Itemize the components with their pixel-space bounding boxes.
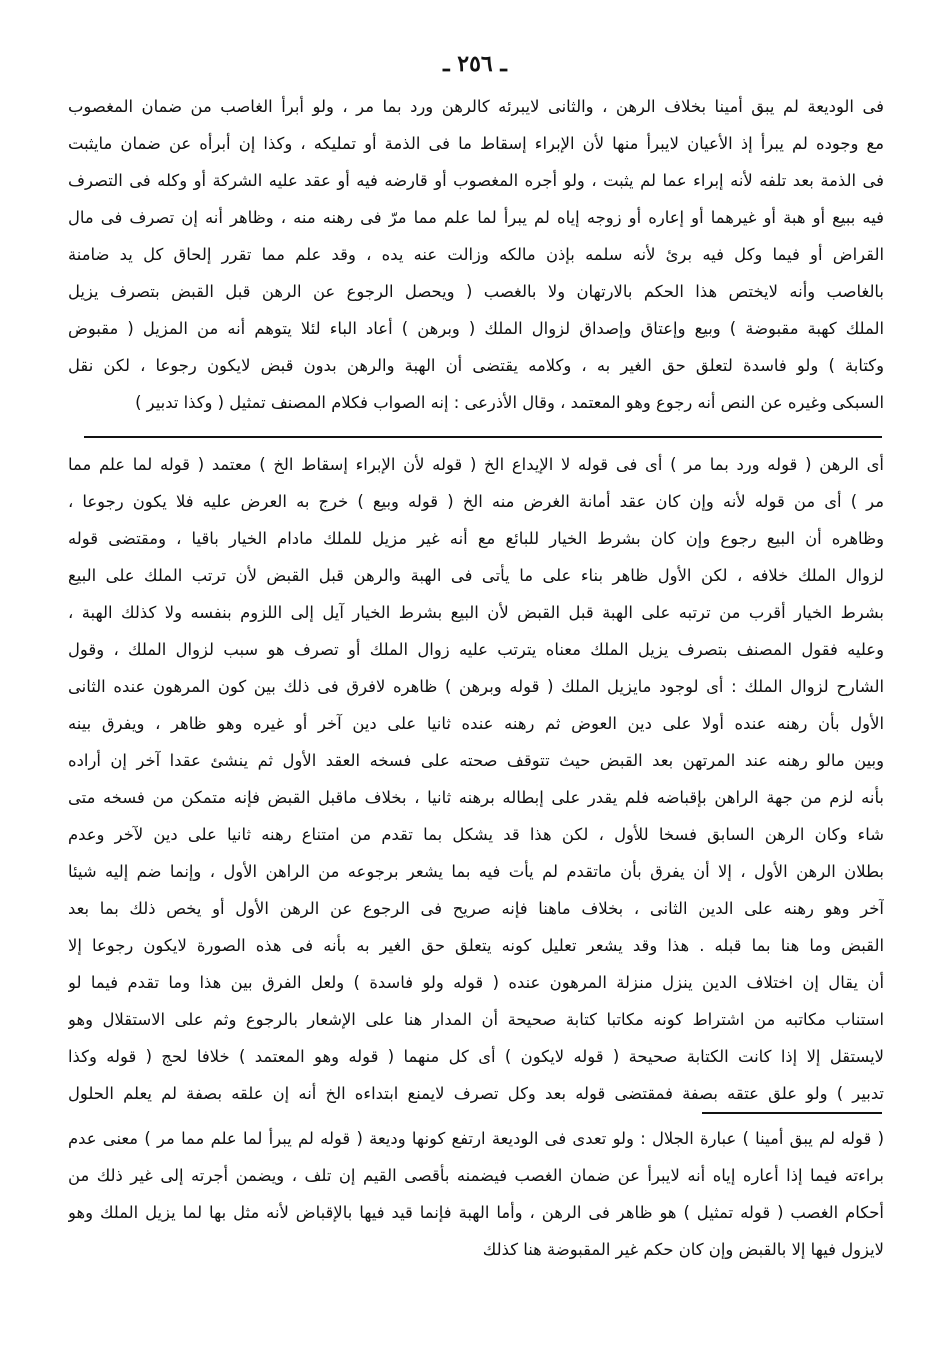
commentary-line: أى الرهن ( قوله ورد بما مر ) أى فى قوله لا الإيداع الخ ( قوله لأن الإبراء إسقاط الخ ) معتمد ( قوله لما علم مما bbox=[68, 455, 884, 474]
commentary-line: لايزول فيها إلا بالقبض وإن كان حكم غير المقبوضة هنا كذلك bbox=[482, 1240, 884, 1259]
text-line: فى الذمة بعد تلفه لأنه إبراء عما لم يثبت ، ولو أجره المغصوب أو قارضه فيه أو عقد عليه الشركة أو وكله فى التصرف bbox=[68, 171, 884, 190]
text-line: السبكى وغيره عن النص أنه رجوع وهو المعتمد ، وقال الأذرعى : إنه الصواب فكلام المصنف تمثيل ( وكذا تدبير ) bbox=[135, 393, 884, 412]
commentary-line: براءته فيما إذا أعاره إياه أنه لايبرأ عن ضمان الغصب فيضمنه بأقصى القيم إن تلف ، ويضمن أجرته إلى غير ذلك من bbox=[68, 1166, 884, 1185]
section-divider bbox=[702, 1112, 882, 1114]
commentary-line: بشرط الخيار أقرب من ترتبه على الهبة قبل القبض لأن البيع بشرط الخيار آيل إلى اللزوم بنفسه ولا كذلك الهبة ، bbox=[68, 603, 884, 622]
commentary-line: آخر وهو رهنه على الدين الثانى ، بخلاف ماهنا فإنه صريح فى الرجوع عن الرهن الأول أو يخص ذلك بما بعد bbox=[68, 899, 884, 918]
commentary-first bbox=[68, 446, 884, 1112]
commentary-line: القبض وما هنا بما قبله . هذا وقد يشعر تعليل كونه يتعلق حق الغير به بأنه فى هذه الصورة لايكون رجوعا إلا bbox=[68, 936, 884, 955]
commentary-second bbox=[68, 1120, 884, 1268]
page-number: ـ ٢٥٦ ـ bbox=[443, 51, 507, 77]
text-line: بالغاصب وأنه لايختص هذا الحكم بالارتهان ولا بالغصب ( ويحصل الرجوع عن الرهن قبل القبض بتصرف يزيل bbox=[68, 282, 884, 301]
text-line: مع وجوده لم يبرأ إذ الأعيان لايبرأ منها لأن الإبراء إسقاط ما فى الذمة أو تمليكه ، وكذا إن أبرأه عن ضمان مايثبت bbox=[68, 134, 884, 153]
commentary-line: لزوال الملك خلافه ، لكن الأول ظاهر بناء على ما يأتى فى الهبة والرهن قبل القبض لأن ترتب الملك على البيع bbox=[68, 566, 884, 585]
commentary-line: بأنه لزم من جهة الراهن بإقباضه فلم يقدر على إبطاله برهنه ثانيا ، بخلاف ماقبل القبض فإنه متمكن من فسخه متى bbox=[68, 788, 884, 807]
commentary-line: الشارح لزوال الملك : أى لوجود مايزيل الملك ( قوله وبرهن ) ظاهره لافرق فى ذلك بين كون المرهون عنده الثانى bbox=[68, 677, 884, 696]
main-text bbox=[68, 88, 884, 421]
commentary-line: ( قوله لم يبق أمينا ) عبارة الجلال : ولو تعدى فى الوديعة ارتفع كونها وديعة ( قوله لم يبرأ لما علم مما مر ) معنى عدم bbox=[68, 1129, 884, 1148]
commentary-line: لايستقل إلا إذا كانت الكتابة صحيحة ( قوله لايكون ) أى كل منهما ( قوله وهو المعتمد ) خلافا لحج ( قوله وكذا bbox=[68, 1047, 884, 1066]
commentary-line: وعليه فقول المصنف بتصرف يزيل الملك معناه يترتب عليه زوال الملك أو تصرف هو سبب لزوال الملك ، وقول bbox=[68, 640, 884, 659]
commentary-line: مر ) أى من قوله لأنه وإن كان عقد أمانة الغرض منه الخ ( قوله وبيع ) خرج به العرض عليه فلا يكون رجوعا ، bbox=[68, 492, 884, 511]
text-line: فى الوديعة لم يبق أمينا بخلاف الرهن ، والثانى لايبرئه كالرهن ورد بما مر ، ولو أبرأ الغاصب من ضمان المغصوب bbox=[68, 97, 884, 116]
text-line: الملك كهبة مقبوضة ) وبيع وإعتاق وإصداق لزوال الملك ( وبرهن ) أعاد الباء لئلا يتوهم أنه من المزيل ( مقبوض bbox=[68, 319, 884, 338]
section-divider bbox=[84, 436, 882, 438]
commentary-line: تدبير ) ولو علق عتقه بصفة فمقتضى قوله بعد وكل تصرف لايمنع ابتداءه الخ أنه إن علقه بصفة لم يعلم الحلول bbox=[68, 1084, 884, 1103]
commentary-line: شاء وكان الرهن السابق فسخا للأول ، لكن هذا قد يشكل بما تقدم من امتناع رهنه ثانيا على دين لآخر وعدم bbox=[68, 825, 884, 844]
commentary-line: بطلان الرهن الأول ، إلا أن يفرق بأن ماتقدم لم يأت فيه بما يشعر برجوعه من الراهن الأول ، وإنما ضم إليه شيئا bbox=[68, 862, 884, 881]
commentary-line: أن يقال إن اختلاف الدين ينزل منزلة المرهون عنده ( قوله ولو فاسدة ) ولعل الفرق بين هذا وما تقدم فيما لو bbox=[68, 973, 884, 992]
text-line: وكتابة ) ولو فاسدة لتعلق حق الغير به ، وكلامه يقتضى أن الهبة والرهن بدون قبض لايكون رجوعا ، لكن نقل bbox=[68, 356, 884, 375]
commentary-line: الأول بأن رهنه عنده أولا على دين العوض ثم رهنه عنده ثانيا على دين آخر أو غيره وهو ظاهر ، ويفرق بينه bbox=[68, 714, 884, 733]
commentary-line: أحكام الغصب ( قوله تمثيل ) هو ظاهر فى الرهن ، وأما الهبة فإنما قيد فيها بالإقباض لأنه مثل بها لما يزيل الملك وهو bbox=[68, 1203, 884, 1222]
commentary-line: وظاهره أن البيع رجوع وإن كان بشرط الخيار للبائع مع أنه غير مزيل للملك مادام الخيار باقيا ، ومقتضى قوله bbox=[68, 529, 884, 548]
text-line: فيه ببيع أو هبة أو غيرهما أو إعاره أو زوجه إياه لم يبرأ لما علم مما مرّ فى رهنه منه ، وظاهر أنه إن تصرف فى مال bbox=[68, 208, 884, 227]
commentary-line: استناب مكاتبه من اشتراط كونه مكاتبا كتابة صحيحة أن المدار هنا على الإشعار بالرجوع وثم على الاستقلال وهو bbox=[68, 1010, 884, 1029]
commentary-line: وبين مالو رهنه عند المرتهن بعد القبض حيث تتوقف صحته على فسخه العقد الأول ثم ينشئ عقدا آخر إن أراده bbox=[68, 751, 884, 770]
text-line: القراض أو فيما وكل فيه برئ لأنه سلمه بإذن مالكه وزالت عنه يده ، وقد علم مما تقرر إلحاق كل يد ضامنة bbox=[68, 245, 884, 264]
